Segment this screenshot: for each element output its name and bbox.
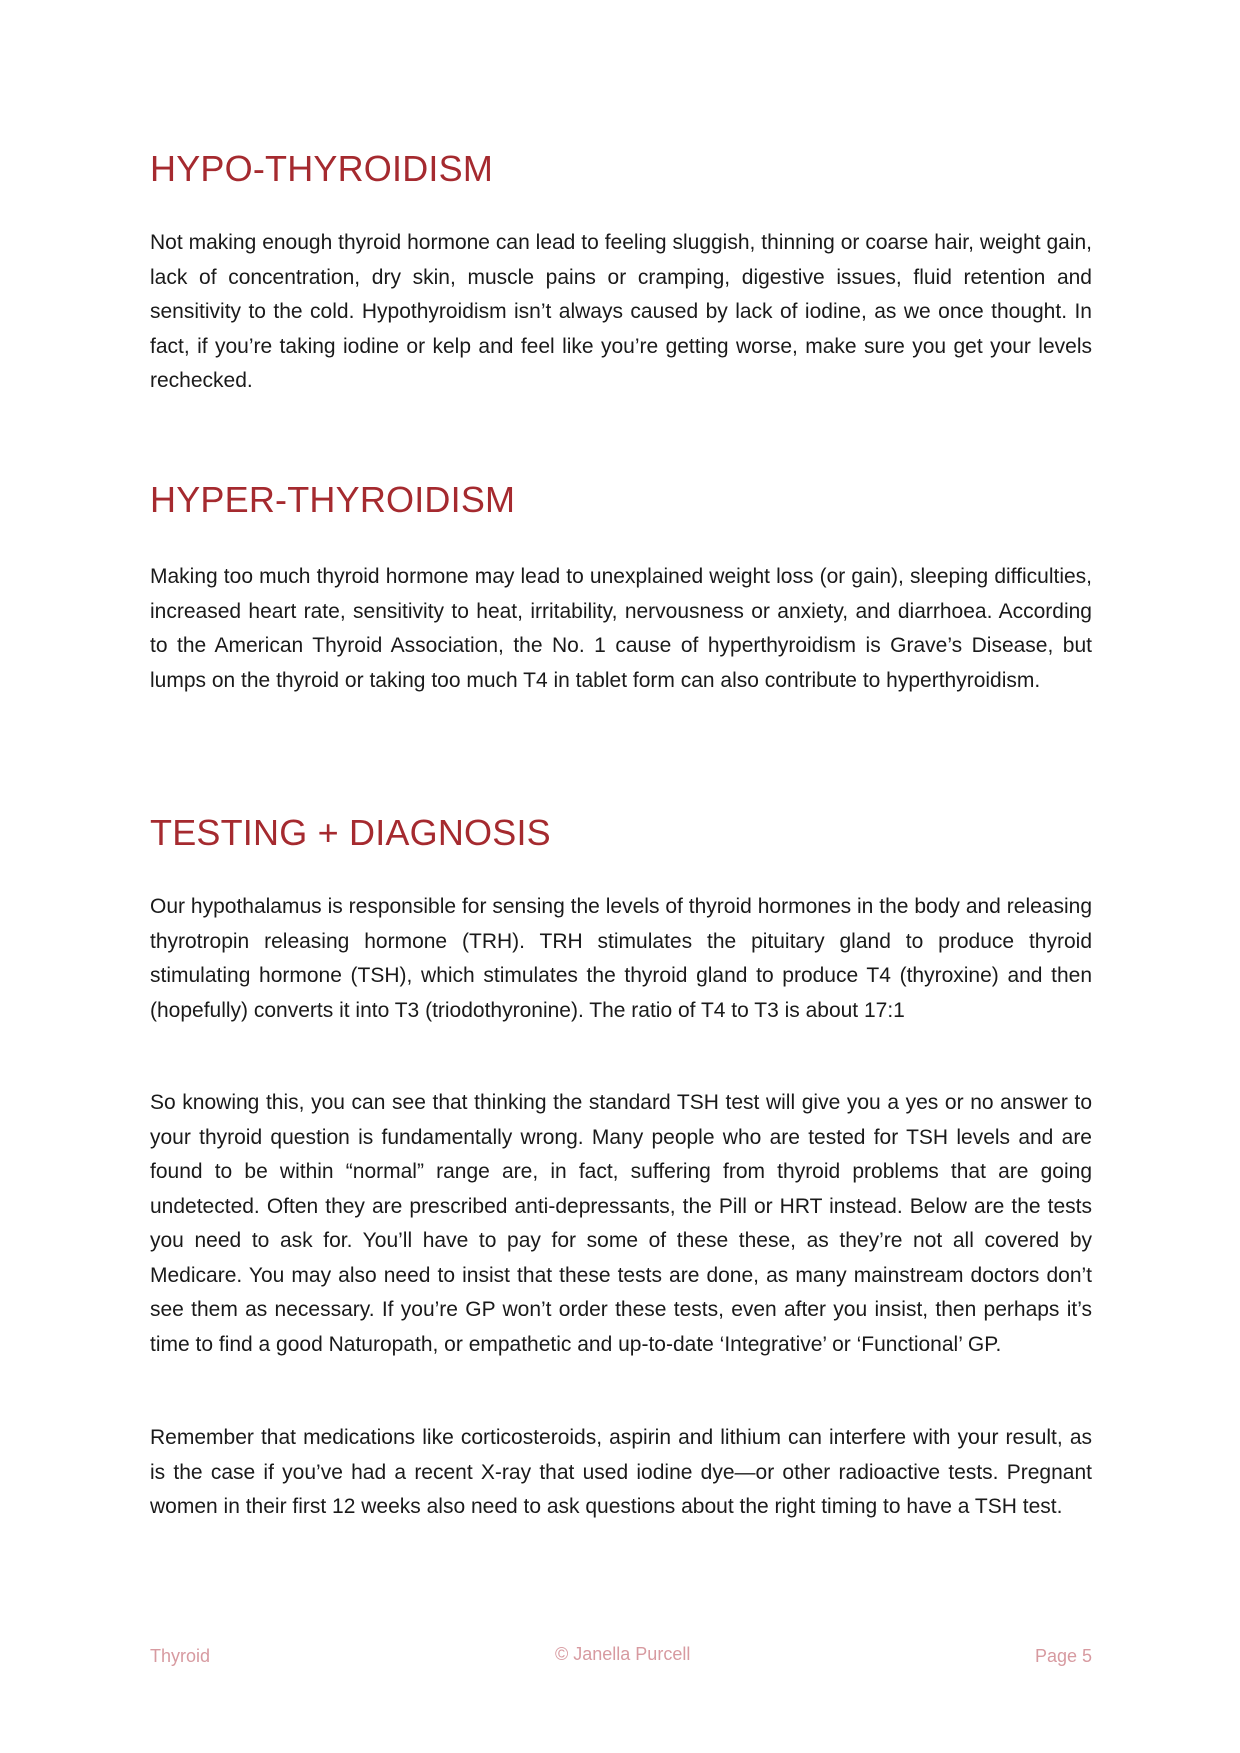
paragraph-testing-2: So knowing this, you can see that thinking the standard TSH test will give you a yes or no answer to your thyroid question is fundamentally wrong. Many people who are tested for TSH levels and are found to be within “normal” range are, in fact, suffering from thyroid problems that are going undetected. Often they are prescribed anti-depressants, the Pill or HRT instead. Below are the tests you need to ask for. You’ll have to pay for some of these these, as they’re not all covered by Medicare. You may also need to insist that these tests are done, as many mainstream doctors don’t see them as necessary. If you’re GP won’t order these tests, even after you insist, then perhaps it’s time to find a good Naturopath, or empathetic and up-to-date ‘Integrative’ or ‘Functional’ GP. [150,1091,1092,1356]
heading-hypothyroidism: HYPO-THYROIDISM [150,148,494,189]
paragraph-hypothyroidism: Not making enough thyroid hormone can lead to feeling sluggish, thinning or coarse hair, weight gain, lack of concentration, dry skin, muscle pains or cramping, digestive issues, fluid retention and sensitivity to the cold. Hypothyroidism isn’t always caused by lack of iodine, as we once thought. In fact, if you’re taking iodine or kelp and feel like you’re getting worse, make sure you get your levels rechecked. [150,231,1092,392]
footer-page-number: Page 5 [1034,1646,1092,1666]
paragraph-hyperthyroidism: Making too much thyroid hormone may lead to unexplained weight loss (or gain), sleeping difficulties, increased heart rate, sensitivity to heat, irritability, nervousness or anxiety, and diarrhoea. According to the American Thyroid Association, the No. 1 cause of hyperthyroidism is Grave’s Disease, but lumps on the thyroid or taking too much T4 in tablet form can also contribute to hyperthyroidism. [150,565,1092,692]
paragraph-testing-1: Our hypothalamus is responsible for sensing the levels of thyroid hormones in the body and releasing thyrotropin releasing hormone (TRH). TRH stimulates the pituitary gland to produce thyroid stimulating hormone (TSH), which stimulates the thyroid gland to produce T4 (thyroxine) and then (hopefully) converts it into T3 (triodothyronine). The ratio of T4 to T3 is about 17:1 [150,895,1092,1022]
heading-testing-diagnosis: TESTING + DIAGNOSIS [150,812,551,853]
footer-document-title: Thyroid [150,1646,211,1666]
paragraph-testing-3: Remember that medications like corticosteroids, aspirin and lithium can interfere with your result, as is the case if you’ve had a recent X-ray that used iodine dye—or other radioactive tests. Pregnant women in their first 12 weeks also need to ask questions about the right timing to have a TSH test. [150,1426,1092,1518]
footer-copyright: © Janella Purcell [555,1644,691,1664]
heading-hyperthyroidism: HYPER-THYROIDISM [150,479,516,520]
